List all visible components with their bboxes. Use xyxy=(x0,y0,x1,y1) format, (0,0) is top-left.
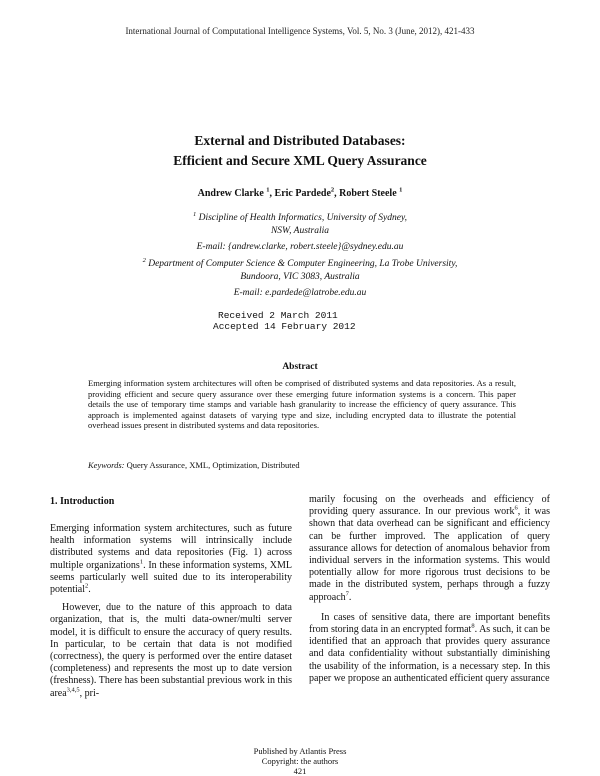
section-heading-introduction: 1. Introduction xyxy=(50,496,115,507)
author-name: Robert Steele xyxy=(339,188,397,199)
accepted-date: Accepted 14 February 2012 xyxy=(213,321,356,332)
right-column xyxy=(309,494,550,685)
received-date: Received 2 March 2011 xyxy=(218,310,338,321)
affiliation-2-line-2: Bundoora, VIC 3083, Australia xyxy=(240,272,360,282)
left-column xyxy=(50,523,292,700)
affiliation-mark: 1 xyxy=(192,210,197,218)
intro-paragraph-2: However, due to the nature of this approach to data organization, that is, the multi data-owner/multi server model, it is difficult to ensure the accuracy of query results. In particular, to be certain that data is not modified (correctness), the query is performed over the entire dataset (completeness) and represents the most up to date version (freshness). There has been substantial previous work in this area$^{3,4,5}$, pri- xyxy=(50,602,292,699)
email-2: E-mail: e.pardede@latrobe.edu.au xyxy=(233,288,367,298)
affiliation-1-line-2: NSW, Australia xyxy=(270,226,330,236)
abstract-text: Emerging information system architectures will often be comprised of distributed systems and data repositories. As a result, providing efficient and secure query assurance over these emerging future information systems is a concern. This paper details the use of temporary time stamps and variable hash granularity to increase the efficiency of query assurance. This approach is implemented against datasets of varying type and size, including encrypted data to illustrate the potential overhead issues present in distributed systems and data repositories. xyxy=(88,378,516,431)
intro-paragraph-4: In cases of sensitive data, there are important benefits from storing data in an encrypted format$^8$. As such, it can be identified that an approach that provides query assurance and data confidentiality without substantially diminishing the usability of the information, is a necessary step. In this paper we propose an authenticated efficient query assurance xyxy=(309,611,550,684)
author-affiliation-mark: 1 xyxy=(399,186,403,194)
citation-mark: 3,4,5 xyxy=(66,686,80,694)
author-affiliation-mark: 2 xyxy=(330,186,335,194)
copyright-line: Copyright: the authors xyxy=(261,756,339,766)
author-list: Andrew Clarke $^1$, Eric Pardede$^2$, Robert Steele $^1$ xyxy=(197,186,403,199)
email-1: E-mail: {andrew.clarke, robert.steele}@sydney.edu.au xyxy=(196,242,404,252)
citation-mark: 7 xyxy=(345,590,349,598)
author-name: Andrew Clarke xyxy=(197,188,264,199)
affiliation-1-line-1: $^1$ Discipline of Health Informatics, University of Sydney, xyxy=(192,210,408,223)
affiliation-2-line-1: $^2$ Department of Computer Science & Computer Engineering, La Trobe University, xyxy=(142,256,458,269)
abstract-heading: Abstract xyxy=(282,362,318,372)
paper-title-line-1: External and Distributed Databases: xyxy=(194,133,406,148)
keywords xyxy=(88,460,516,470)
journal-header: International Journal of Computational Intelligence Systems, Vol. 5, No. 3 (June, 2012), 421-433 xyxy=(125,26,475,36)
citation-mark: 2 xyxy=(85,582,89,590)
intro-paragraph-3: marily focusing on the overheads and efficiency of providing query assurance. In our previous work$^6$, it was shown that data overhead can be significant and efficiency can be further improved. The application of query assurance allows for detection of anomalous behavior from individual servers in the information systems. This would potentially allow for more rigorous trust decisions to be made in the distributed system, perhaps through a fuzzy approach$^7$. xyxy=(309,494,550,603)
keywords-text: Query Assurance, XML, Optimization, Distributed xyxy=(126,460,300,470)
citation-mark: 6 xyxy=(514,504,518,512)
author-name: Eric Pardede xyxy=(274,188,331,199)
citation-mark: 8 xyxy=(471,622,475,630)
author-affiliation-mark: 1 xyxy=(266,186,270,194)
page-number: 421 xyxy=(293,766,307,776)
affiliation-mark: 2 xyxy=(142,256,146,264)
paper-title-line-2: Efficient and Secure XML Query Assurance xyxy=(173,153,427,168)
publisher-line: Published by Atlantis Press xyxy=(253,746,347,756)
citation-mark: 1 xyxy=(139,558,144,566)
keywords-label: Keywords: xyxy=(88,460,125,470)
intro-paragraph-1: Emerging information system architectures, such as future health information systems will intrinsically include distributed systems and data repositories (Fig. 1) across multiple organizations$^1$. In these information systems, XML seems particularly well suited due to its interoperability potential$^2$. xyxy=(50,523,292,596)
